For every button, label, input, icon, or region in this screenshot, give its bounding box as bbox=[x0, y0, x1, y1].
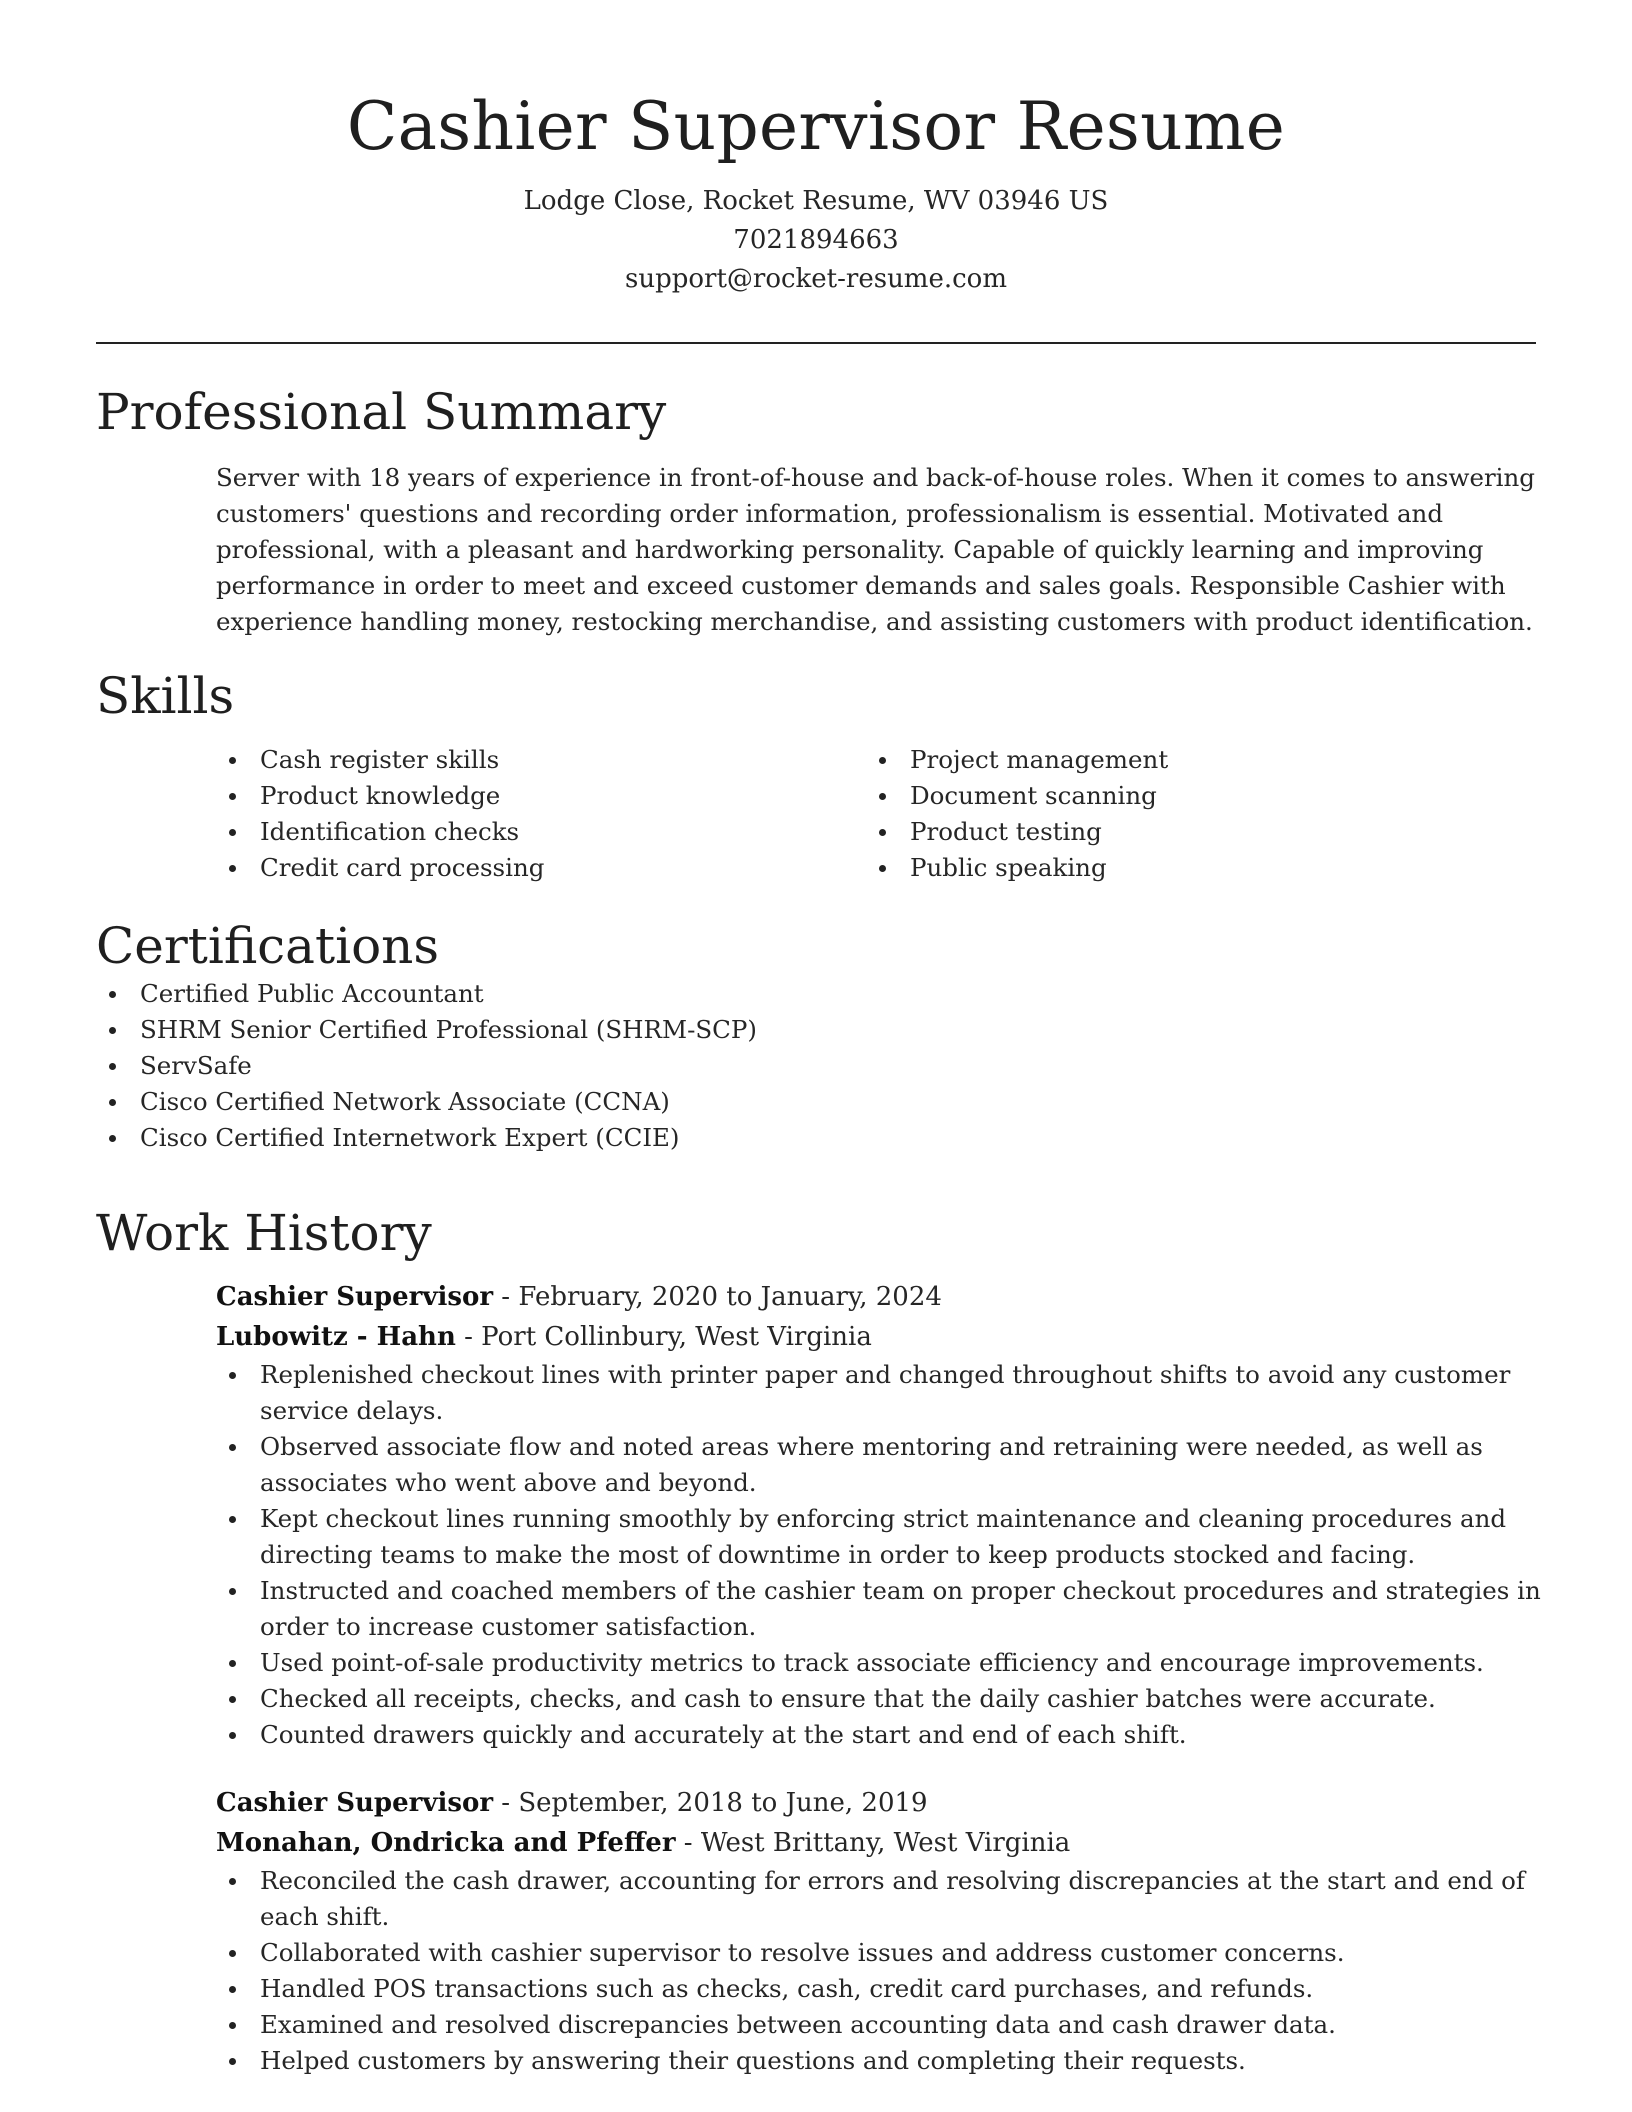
job-duties-list bbox=[216, 1357, 1546, 1753]
job-entry bbox=[216, 1783, 1536, 2079]
contact-address: Lodge Close, Rocket Resume, WV 03946 US bbox=[523, 186, 1109, 216]
job-title-line bbox=[216, 1783, 1536, 1823]
job-duty: Used point-of-sale productivity metrics to track associate efficiency and encourage improvements. bbox=[216, 1645, 1546, 1681]
skill-item: Identification checks bbox=[216, 814, 866, 850]
skills-column-right bbox=[866, 742, 1516, 886]
skills-section bbox=[96, 666, 1536, 886]
job-title: Cashier Supervisor bbox=[216, 1788, 494, 1818]
job-duty: Counted drawers quickly and accurately at the start and end of each shift. bbox=[216, 1717, 1546, 1753]
skill-item: Document scanning bbox=[866, 778, 1516, 814]
job-company: Monahan, Ondricka and Pfeffer bbox=[216, 1828, 676, 1858]
job-duty: Instructed and coached members of the cashier team on proper checkout procedures and strategies in order to increase customer satisfaction. bbox=[216, 1573, 1546, 1645]
job-company-line bbox=[216, 1823, 1536, 1863]
job-duty: Kept checkout lines running smoothly by enforcing strict maintenance and cleaning procedures and directing teams to make the most of downtime in order to keep products stocked and facing. bbox=[216, 1501, 1546, 1573]
certifications-heading: Certifications bbox=[96, 917, 440, 975]
work-history-heading: Work History bbox=[96, 1204, 432, 1262]
contact-email: support@rocket-resume.com bbox=[624, 264, 1007, 294]
job-dates: - February, 2020 to January, 2024 bbox=[493, 1282, 942, 1312]
job-duties-list bbox=[216, 1863, 1546, 2079]
job-company: Lubowitz - Hahn bbox=[216, 1322, 456, 1352]
certification-item: Cisco Certified Internetwork Expert (CCIE) bbox=[96, 1120, 1536, 1156]
job-dates: - September, 2018 to June, 2019 bbox=[493, 1788, 928, 1818]
certification-item: ServSafe bbox=[96, 1048, 1536, 1084]
job-duty: Helped customers by answering their questions and completing their requests. bbox=[216, 2043, 1546, 2079]
job-duty: Replenished checkout lines with printer paper and changed throughout shifts to avoid any customer service delays. bbox=[216, 1357, 1546, 1429]
certifications-section bbox=[96, 916, 1536, 1156]
summary-text: Server with 18 years of experience in front-of-house and back-of-house roles. When it comes to answering customers' questions and recording order information, professionalism is essential. Motivated and professional, with a pleasant and hardworking personality. Capable of quickly learning and improving performance in order to meet and exceed customer demands and sales goals. Responsible Cashier with experience handling money, restocking merchandise, and assisting customers with product identification. bbox=[216, 463, 1535, 636]
contact-phone: 7021894663 bbox=[733, 225, 899, 255]
skill-item: Cash register skills bbox=[216, 742, 866, 778]
job-location: - Port Collinbury, West Virginia bbox=[455, 1322, 872, 1352]
skills-heading: Skills bbox=[96, 667, 235, 725]
certification-item: Cisco Certified Network Associate (CCNA) bbox=[96, 1084, 1536, 1120]
skills-column-left bbox=[216, 742, 866, 886]
job-duty: Reconciled the cash drawer, accounting for errors and resolving discrepancies at the start and end of each shift. bbox=[216, 1863, 1546, 1935]
job-title: Cashier Supervisor bbox=[216, 1282, 494, 1312]
resume-header bbox=[96, 82, 1536, 299]
summary-section bbox=[96, 382, 1536, 640]
header-divider bbox=[96, 342, 1536, 344]
summary-heading: Professional Summary bbox=[96, 383, 667, 441]
job-title-line bbox=[216, 1277, 1536, 1317]
skill-item: Project management bbox=[866, 742, 1516, 778]
job-duty: Observed associate flow and noted areas where mentoring and retraining were needed, as well as associates who went above and beyond. bbox=[216, 1429, 1546, 1501]
job-duty: Checked all receipts, checks, and cash to ensure that the daily cashier batches were accurate. bbox=[216, 1681, 1546, 1717]
skill-item: Credit card processing bbox=[216, 850, 866, 886]
job-location: - West Brittany, West Virginia bbox=[675, 1828, 1071, 1858]
skill-item: Public speaking bbox=[866, 850, 1516, 886]
skill-item: Product knowledge bbox=[216, 778, 866, 814]
job-entry bbox=[216, 1277, 1541, 1753]
skills-columns bbox=[216, 742, 1536, 886]
certifications-list bbox=[96, 976, 1536, 1156]
work-history-section bbox=[96, 1203, 1541, 2079]
skill-item: Product testing bbox=[866, 814, 1516, 850]
job-company-line bbox=[216, 1317, 1536, 1357]
certification-item: SHRM Senior Certified Professional (SHRM-SCP) bbox=[96, 1012, 1536, 1048]
job-duty: Examined and resolved discrepancies between accounting data and cash drawer data. bbox=[216, 2007, 1546, 2043]
certification-item: Certified Public Accountant bbox=[96, 976, 1536, 1012]
contact-info bbox=[96, 182, 1536, 299]
resume-title: Cashier Supervisor Resume bbox=[346, 88, 1286, 165]
job-duty: Handled POS transactions such as checks, cash, credit card purchases, and refunds. bbox=[216, 1971, 1546, 2007]
job-duty: Collaborated with cashier supervisor to resolve issues and address customer concerns. bbox=[216, 1935, 1546, 1971]
